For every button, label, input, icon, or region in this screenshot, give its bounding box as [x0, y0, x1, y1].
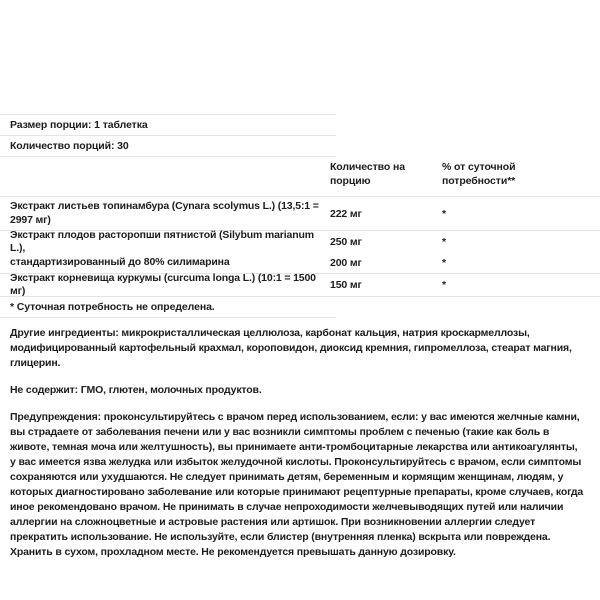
ingredient-amount: 250 мг [330, 236, 362, 248]
daily-value-footnote: * Суточная потребность не определена. [10, 301, 215, 313]
ingredient-amount: 150 мг [330, 279, 362, 291]
ingredient-daily-value: * [442, 207, 446, 220]
serving-size-label: Размер порции: 1 таблетка [10, 119, 148, 131]
servings-per-container-row [0, 136, 600, 156]
ingredient-name: Экстракт плодов расторопши пятнистой (Silybum marianum L.), [10, 228, 314, 254]
table-row [0, 271, 600, 297]
free-of-paragraph: Не содержит: ГМО, глютен, молочных продуктов. [10, 384, 262, 396]
table-row [0, 197, 600, 230]
other-ingredients-paragraph: Другие ингредиенты: микрокристаллическая целлюлоза, карбонат кальция, натрия кроскармеллозы, модифицированный картофельный крахмал, короповидон, диоксид кремния, гипромеллоза, стеарат магния, глицерин. [10, 327, 572, 369]
divider [0, 317, 336, 318]
table-row [0, 253, 600, 273]
ingredient-name: Экстракт корневища куркумы (curcuma longa L.) (10:1 = 1500 мг) [10, 271, 316, 297]
servings-per-container-label: Количество порций: 30 [10, 140, 129, 152]
table-row [0, 228, 600, 254]
ingredient-daily-value: * [442, 257, 446, 269]
ingredient-daily-value: * [442, 236, 446, 248]
amount-column-header: Количество на порцию [330, 161, 405, 187]
warnings-paragraph: Предупреждения: проконсультируйтесь с врачом перед использованием, если: у вас имеются желчные камни, вы страдаете от заболевания печени или у вас возникли симптомы проблем с печенью (такие как боль в животе, темная моча или желтушность), вы принимаете анти-тромбоцитарные лекарства или антикоагулянты, у вас имеется язва желудка или избыток желудочной кислоты. Проконсультируйтесь с врачом, если симптомы сохраняются или ухудшаются. Не следует принимать детям, беременным и кормящим женщинам, людям, у которых диагностировано заболевание или которые принимают рецептурные препараты, кроме случаев, когда иное рекомендовано врачом. Не принимать в случае непроходимости желчевыводящих путей или наличии аллергии на сложноцветные и астровые растения или артишок. При возникновении аллергии следует прекратить использование. Не используйте, если блистер (внутренняя пленка) вскрыта или повреждена. Хранить в сухом, прохладном месте. Не рекомендуется превышать данную дозировку. [10, 411, 584, 558]
ingredient-daily-value: * [442, 279, 446, 291]
table-header-row [0, 157, 600, 196]
ingredient-name: стандартизированный до 80% силимарина [10, 256, 230, 269]
daily-value-column-header: % от суточной потребности** [442, 161, 516, 187]
ingredient-amount: 200 мг [330, 257, 362, 269]
ingredient-amount: 222 мг [330, 207, 362, 220]
ingredient-name: Экстракт листьев топинамбура (Cynara scolymus L.) (13,5:1 = 2997 мг) [10, 200, 319, 226]
serving-size-row [0, 115, 600, 135]
